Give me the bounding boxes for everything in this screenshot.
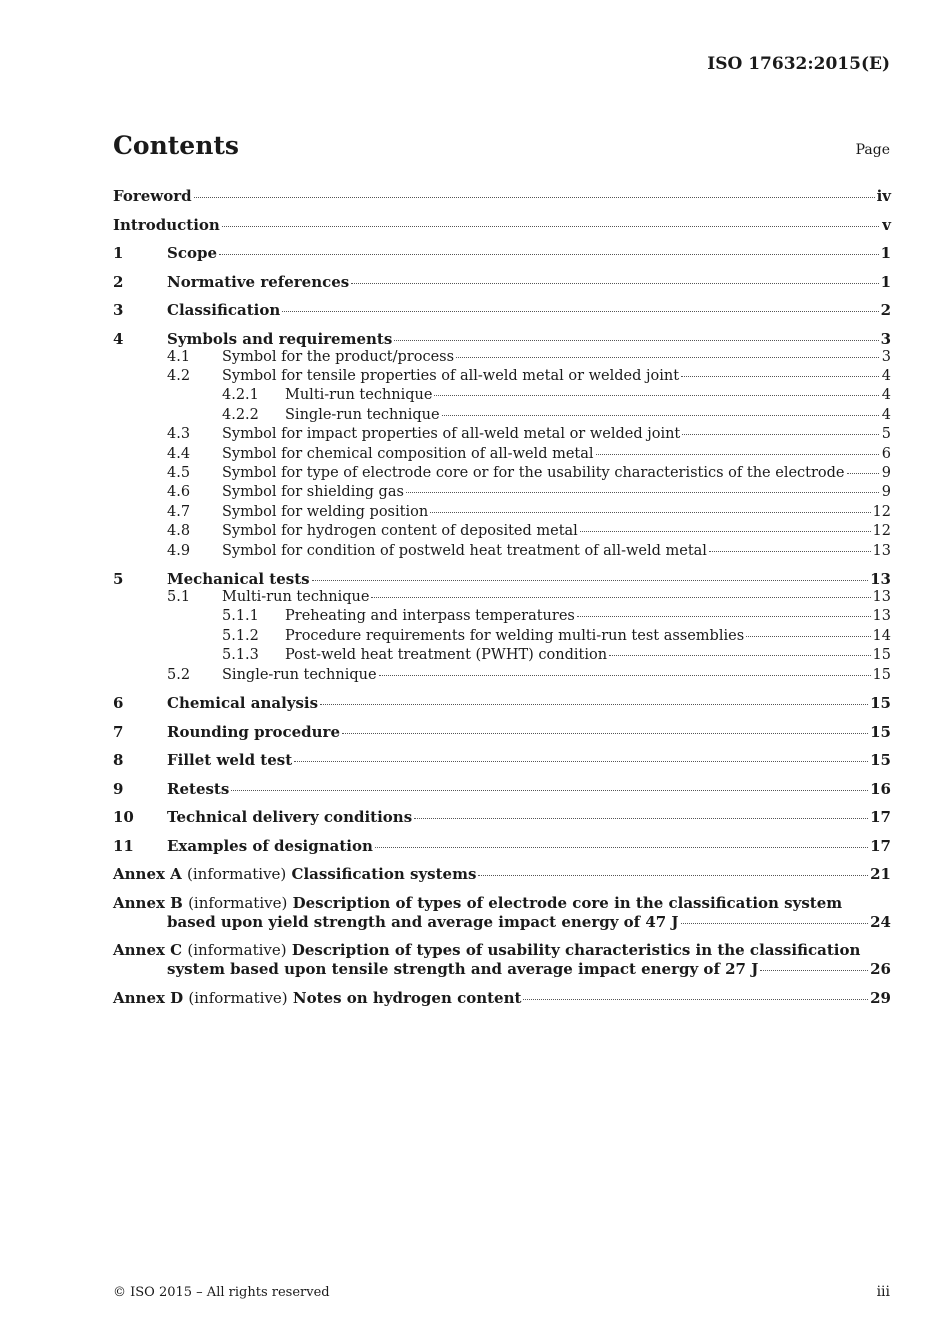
toc-entry-number: 3: [113, 301, 124, 319]
toc-entry-title: Classification: [167, 301, 281, 319]
annex-title-line2: based upon yield strength and average impact energy of 47 J: [167, 912, 679, 931]
dot-leader: [430, 512, 870, 513]
dot-leader: [312, 580, 869, 581]
toc-entry-number: 4.3: [167, 426, 191, 443]
toc-entry-4-9[interactable]: [113, 542, 891, 561]
toc-entry-4-6[interactable]: [113, 483, 891, 502]
toc-entry-5-1-3[interactable]: [113, 646, 891, 665]
toc-entry-page: 4: [881, 406, 891, 423]
toc-entry-title: Single-run technique: [285, 406, 440, 423]
toc-entry-page: iv: [876, 187, 891, 205]
toc-entry-title: Multi-run technique: [222, 588, 370, 605]
toc-entry-number: 10: [113, 808, 134, 826]
dot-leader: [596, 454, 879, 455]
toc-entry-page: 1: [880, 272, 891, 291]
toc-entry-page: v: [882, 215, 891, 234]
toc-entry-title: Examples of designation: [167, 836, 373, 855]
annex-title-continuation: [113, 913, 891, 931]
toc-entry-4-5[interactable]: [113, 464, 891, 483]
toc-entry-title: Normative references: [167, 272, 350, 291]
toc-entry-title: Symbol for the product/process: [222, 348, 455, 365]
toc-entry-title: Fillet weld test: [167, 751, 293, 769]
toc-entry-11[interactable]: [113, 837, 891, 855]
toc-entry-title: Post-weld heat treatment (PWHT) condition: [285, 647, 608, 664]
toc-entry-1[interactable]: [113, 244, 891, 262]
toc-entry-page: 3: [880, 329, 891, 348]
document-id: ISO 17632:2015(E): [707, 54, 890, 74]
annex-type: (informative): [188, 893, 288, 912]
toc-entry-page: 26: [870, 960, 891, 978]
toc-entry-page: 13: [872, 542, 891, 559]
toc-entry-number: 5.1.1: [222, 608, 259, 625]
dot-leader: [222, 226, 879, 227]
toc-entry-number: 4.5: [167, 464, 191, 481]
toc-entry-number: 1: [113, 244, 124, 262]
toc-entry-annex-c[interactable]: [113, 941, 891, 978]
annex-label: Annex D: [113, 988, 184, 1007]
toc-entry-page: 17: [870, 808, 891, 826]
toc-entry-title: Scope: [167, 244, 218, 262]
dot-leader: [456, 357, 879, 358]
toc-entry-4-2[interactable]: [113, 367, 891, 386]
toc-entry-number: 8: [113, 751, 124, 769]
toc-entry-page: 15: [870, 751, 891, 769]
dot-leader: [219, 254, 879, 255]
toc-entry-9[interactable]: [113, 780, 891, 798]
toc-entry-10[interactable]: [113, 808, 891, 826]
toc-entry-title: Symbol for shielding gas: [222, 484, 404, 501]
toc-entry-number: 2: [113, 272, 124, 291]
dot-leader: [709, 551, 871, 552]
toc-entry-number: 11: [113, 836, 134, 855]
toc-entry-annex-a[interactable]: [113, 865, 891, 883]
footer-page-number: iii: [876, 1284, 890, 1300]
toc-entry-page: 15: [872, 666, 891, 683]
toc-entry-page: 9: [881, 464, 891, 481]
toc-entry-number: 4.1: [167, 348, 191, 365]
toc-entry-number: 5.1: [167, 588, 191, 605]
toc-entry-5-1-2[interactable]: [113, 627, 891, 646]
toc-entry-title: Preheating and interpass temperatures: [285, 608, 575, 625]
toc-entry-page: 29: [870, 988, 891, 1007]
dot-leader: [342, 733, 868, 734]
dot-leader: [442, 415, 879, 416]
dot-leader: [609, 655, 871, 656]
toc-entry-title: Chemical analysis: [167, 694, 319, 712]
annex-heading: [113, 894, 891, 912]
toc-entry-4-8[interactable]: [113, 522, 891, 541]
toc-entry-4-4[interactable]: [113, 445, 891, 464]
toc-entry-2[interactable]: [113, 273, 891, 291]
toc-entry-4-3[interactable]: [113, 425, 891, 444]
toc-entry-page: 4: [881, 387, 891, 404]
toc-entry-page: 12: [872, 523, 891, 540]
toc-entry-page: 17: [870, 836, 891, 855]
toc-entry-annex-d[interactable]: [113, 989, 891, 1007]
toc-entry-title: Symbol for tensile properties of all-weld metal or welded joint: [222, 367, 680, 384]
toc-entry-page: 13: [872, 608, 891, 625]
toc-entry-number: 4: [113, 329, 124, 348]
annex-label: Annex A: [113, 865, 182, 883]
annex-title-continuation: [113, 960, 891, 978]
toc-entry-page: 15: [870, 694, 891, 712]
toc-entry-title: Symbols and requirements: [167, 329, 393, 348]
toc-entry-3[interactable]: [113, 301, 891, 319]
toc-entry-title: Rounding procedure: [167, 722, 340, 741]
toc-entry-title: Procedure requirements for welding multi-run test assemblies: [285, 627, 745, 644]
toc-entry-number: 4.9: [167, 542, 191, 559]
toc-entry-title: Single-run technique: [222, 666, 377, 683]
toc-entry-4-2-2[interactable]: [113, 406, 891, 425]
toc-entry-number: 4.8: [167, 523, 191, 540]
toc-entry-title: Technical delivery conditions: [167, 808, 413, 826]
dot-leader: [523, 999, 868, 1000]
annex-type: (informative): [187, 941, 287, 959]
toc-entry-title: Retests: [167, 779, 230, 798]
toc-entry-foreword[interactable]: [113, 187, 891, 205]
toc-entry-page: 15: [870, 722, 891, 741]
dot-leader: [414, 818, 868, 819]
toc-entry-page: 14: [872, 627, 891, 644]
annex-title-line2: system based upon tensile strength and average impact energy of 27 J: [167, 960, 759, 978]
toc-entry-number: 5.2: [167, 666, 191, 683]
footer-copyright: © ISO 2015 – All rights reserved: [113, 1285, 330, 1300]
annex-heading: [113, 865, 476, 883]
toc-entry-page: 21: [870, 865, 891, 883]
toc-entry-annex-b[interactable]: [113, 894, 891, 931]
annex-title-line1: Description of types of usability characteristics in the classification: [291, 941, 861, 959]
toc-entry-number: 5.1.3: [222, 647, 259, 664]
dot-leader: [375, 847, 868, 848]
toc-entry-number: 5: [113, 569, 124, 588]
table-of-contents: [113, 187, 891, 1007]
dot-leader: [282, 311, 878, 312]
toc-entry-number: 7: [113, 722, 124, 741]
page-column-label: Page: [855, 142, 890, 158]
toc-entry-5-1[interactable]: [113, 588, 891, 607]
dot-leader: [231, 790, 868, 791]
dot-leader: [379, 675, 871, 676]
toc-entry-page: 15: [872, 647, 891, 664]
dot-leader: [580, 531, 871, 532]
page-title: Contents: [113, 131, 240, 160]
toc-entry-number: 9: [113, 779, 124, 798]
toc-entry-4-2-1[interactable]: [113, 386, 891, 405]
toc-entry-number: 4.6: [167, 484, 191, 501]
toc-entry-title: Mechanical tests: [167, 569, 310, 588]
toc-entry-7[interactable]: [113, 723, 891, 741]
toc-entry-5-2[interactable]: [113, 666, 891, 685]
toc-entry-page: 2: [880, 301, 891, 319]
toc-entry-number: 4.2.2: [222, 406, 259, 423]
toc-entry-4[interactable]: [113, 330, 891, 348]
toc-entry-title: Symbol for chemical composition of all-weld metal: [222, 445, 594, 462]
dot-leader: [294, 761, 868, 762]
dot-leader: [194, 197, 875, 198]
annex-heading: [113, 941, 891, 959]
toc-entry-title: Symbol for welding position: [222, 503, 429, 520]
dot-leader: [394, 340, 878, 341]
toc-entry-number: 4.2: [167, 367, 191, 384]
dot-leader: [847, 473, 879, 474]
dot-leader: [434, 395, 879, 396]
toc-entry-8[interactable]: [113, 751, 891, 769]
toc-entry-4-7[interactable]: [113, 503, 891, 522]
toc-entry-number: 5.1.2: [222, 627, 259, 644]
annex-title-line1: Description of types of electrode core in the classification system: [292, 893, 843, 912]
annex-title: Notes on hydrogen content: [292, 988, 522, 1007]
toc-entry-6[interactable]: [113, 694, 891, 712]
dot-leader: [681, 376, 879, 377]
dot-leader: [371, 597, 870, 598]
toc-entry-number: 4.2.1: [222, 387, 259, 404]
annex-heading: [113, 989, 521, 1007]
dot-leader: [320, 704, 868, 705]
dot-leader: [746, 636, 870, 637]
toc-entry-number: 4.7: [167, 503, 191, 520]
toc-entry-page: 4: [881, 367, 891, 384]
annex-label: Annex C: [113, 941, 183, 959]
toc-entry-page: 12: [872, 503, 891, 520]
dot-leader: [406, 492, 879, 493]
toc-entry-title: Symbol for impact properties of all-weld metal or welded joint: [222, 426, 681, 443]
dot-leader: [682, 434, 879, 435]
toc-entry-number: 4.4: [167, 445, 191, 462]
annex-label: Annex B: [113, 893, 183, 912]
toc-entry-title: Foreword: [113, 187, 192, 205]
dot-leader: [681, 923, 869, 924]
toc-entry-5-1-1[interactable]: [113, 607, 891, 626]
toc-entry-page: 1: [880, 244, 891, 262]
toc-entry-page: 6: [881, 445, 891, 462]
toc-entry-4-1[interactable]: [113, 348, 891, 367]
dot-leader: [478, 875, 868, 876]
toc-entry-title: Symbol for hydrogen content of deposited metal: [222, 523, 578, 540]
dot-leader: [577, 616, 871, 617]
toc-entry-title: Introduction: [113, 215, 220, 234]
toc-entry-page: 9: [881, 484, 891, 501]
annex-type: (informative): [187, 865, 287, 883]
annex-type: (informative): [188, 988, 288, 1007]
toc-entry-page: 16: [870, 779, 891, 798]
toc-entry-title: Symbol for type of electrode core or for the usability characteristics of the electrode: [222, 464, 845, 481]
toc-entry-title: Multi-run technique: [285, 387, 433, 404]
toc-entry-introduction[interactable]: [113, 216, 891, 234]
toc-entry-number: 6: [113, 694, 124, 712]
toc-entry-page: 13: [872, 588, 891, 605]
dot-leader: [760, 970, 868, 971]
dot-leader: [351, 283, 878, 284]
toc-entry-page: 3: [881, 348, 891, 365]
toc-entry-page: 24: [870, 912, 891, 931]
annex-title: Classification systems: [291, 865, 477, 883]
toc-entry-5[interactable]: [113, 570, 891, 588]
toc-entry-page: 13: [870, 569, 891, 588]
toc-entry-title: Symbol for condition of postweld heat treatment of all-weld metal: [222, 542, 707, 559]
toc-entry-page: 5: [881, 426, 891, 443]
